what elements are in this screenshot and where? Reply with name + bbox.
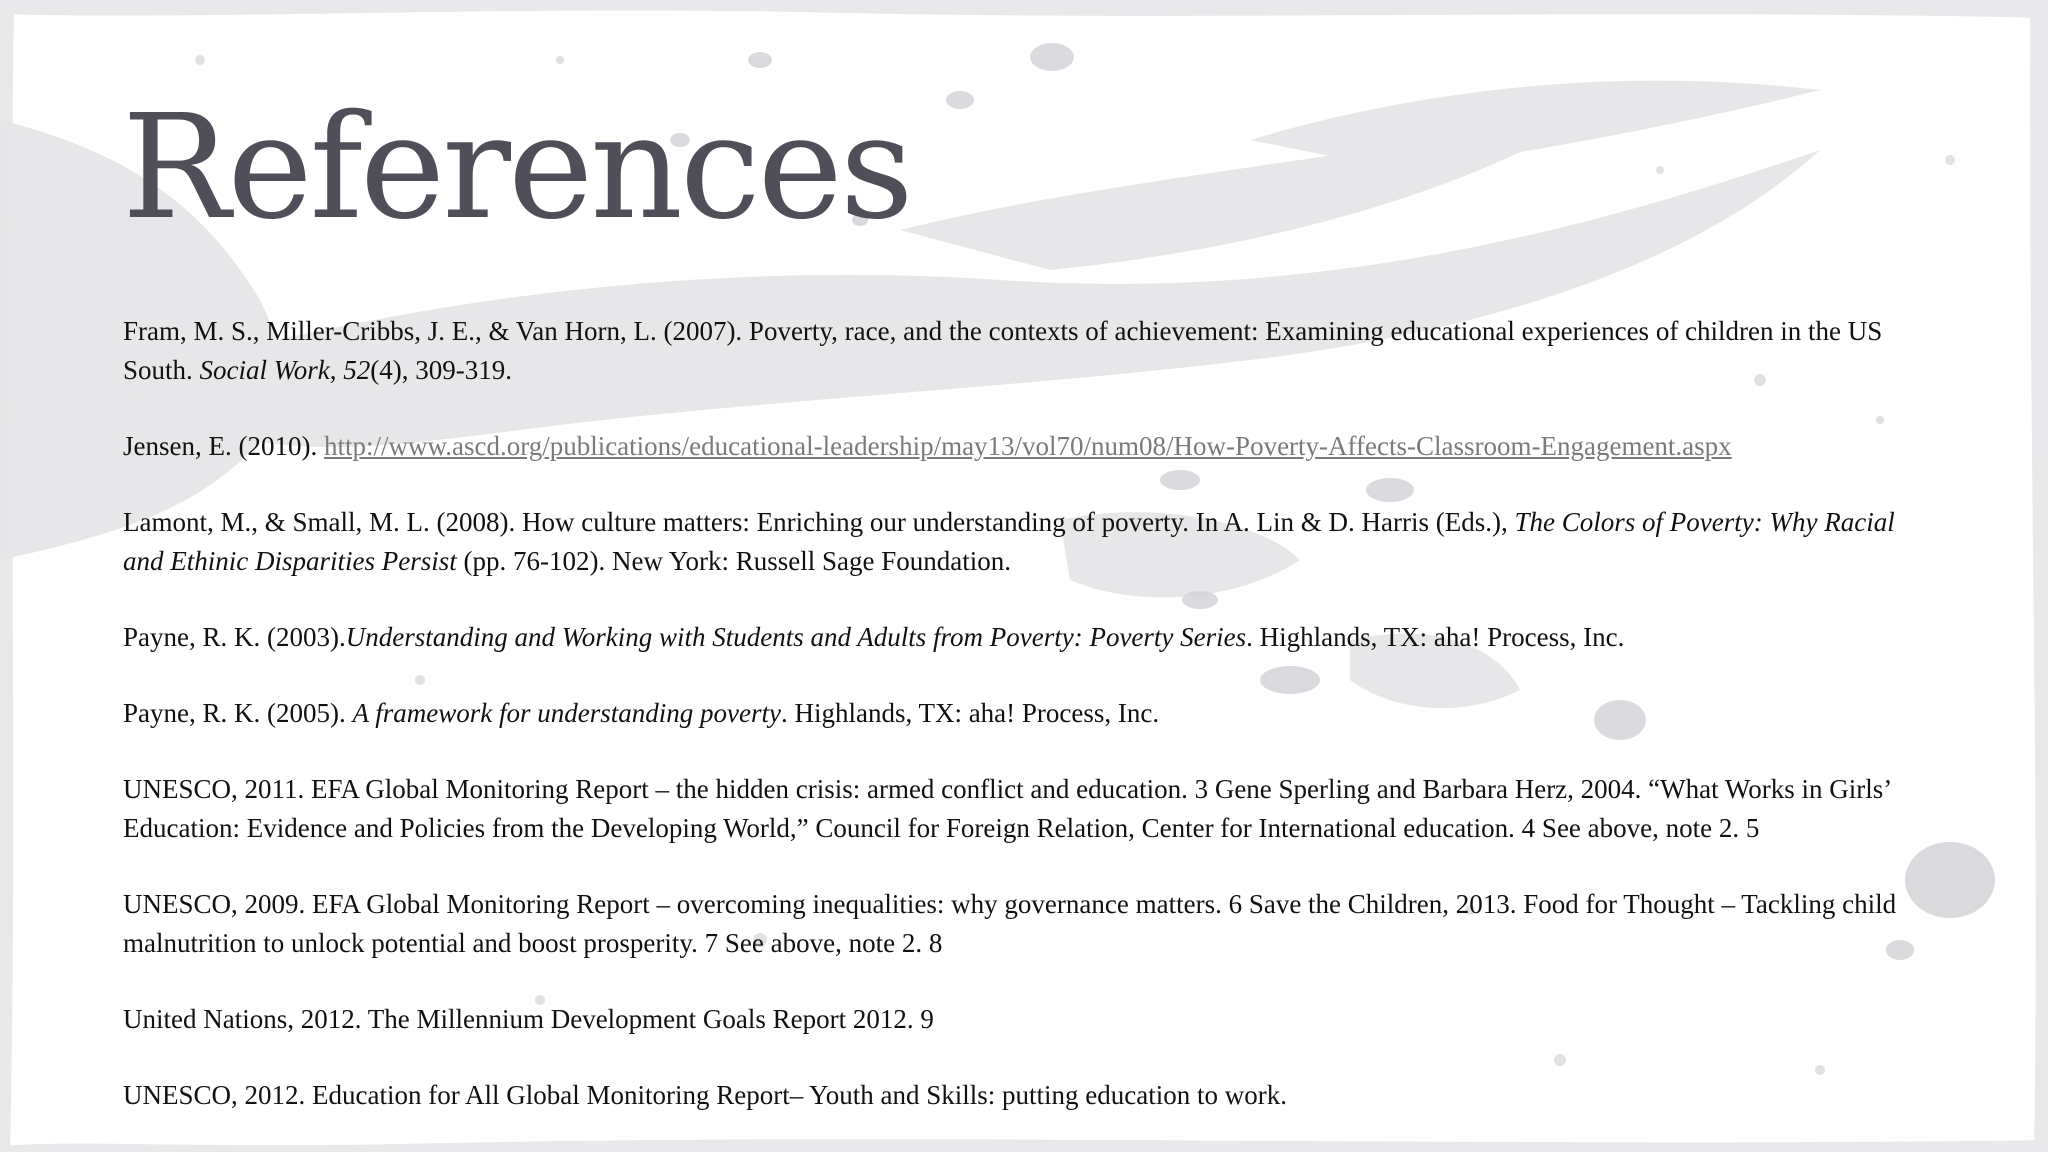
reference-entry-unesco-2012: UNESCO, 2012. Education for All Global Monitoring Report– Youth and Skills: putting education to work.	[123, 1080, 1287, 1110]
page-title: References	[122, 83, 911, 251]
reference-entry-lamont: Lamont, M., & Small, M. L. (2008). How culture matters: Enriching our understanding of poverty. In A. Lin & D. Harris (Eds.), The Colors of Poverty: Why Racial and Ethinic Disparities Persist (pp. 76-102). New York: Russell Sage Foundation.	[123, 507, 1895, 576]
reference-entry-unesco-2009: UNESCO, 2009. EFA Global Monitoring Report – overcoming inequalities: why governance matters. 6 Save the Children, 2013. Food for Thought – Tackling child malnutrition to unlock potential and boost prosperity. 7 See above, note 2. 8	[123, 889, 1897, 958]
reference-entry-united-nations: United Nations, 2012. The Millennium Development Goals Report 2012. 9	[123, 1004, 934, 1034]
references-list	[123, 312, 1933, 1152]
reference-link[interactable]: http://www.ascd.org/publications/educational-leadership/may13/vol70/num08/How-Poverty-Affects-Classroom-Engagement.aspx	[323, 431, 1732, 461]
reference-entry-payne-2005: Payne, R. K. (2005). A framework for understanding poverty. Highlands, TX: aha! Process, Inc.	[123, 698, 1160, 728]
reference-entry-unesco-2011: UNESCO, 2011. EFA Global Monitoring Report – the hidden crisis: armed conflict and education. 3 Gene Sperling and Barbara Herz, 2004. “What Works in Girls’ Education: Evidence and Policies from the Developing World,” Council for Foreign Relation, Center for International education. 4 See above, note 2. 5	[123, 774, 1891, 843]
reference-entry-payne-2003: Payne, R. K. (2003).Understanding and Working with Students and Adults from Poverty: Poverty Series. Highlands, TX: aha! Process, Inc.	[123, 622, 1625, 652]
reference-entry-jensen: Jensen, E. (2010). http://www.ascd.org/publications/educational-leadership/may13/vol70/num08/How-Poverty-Affects-Classroom-Engagement.aspx	[123, 431, 1732, 461]
reference-entry-fram: Fram, M. S., Miller-Cribbs, J. E., & Van Horn, L. (2007). Poverty, race, and the contexts of achievement: Examining educational experiences of children in the US South. Social Work, 52(4), 309-319.	[123, 316, 1883, 385]
